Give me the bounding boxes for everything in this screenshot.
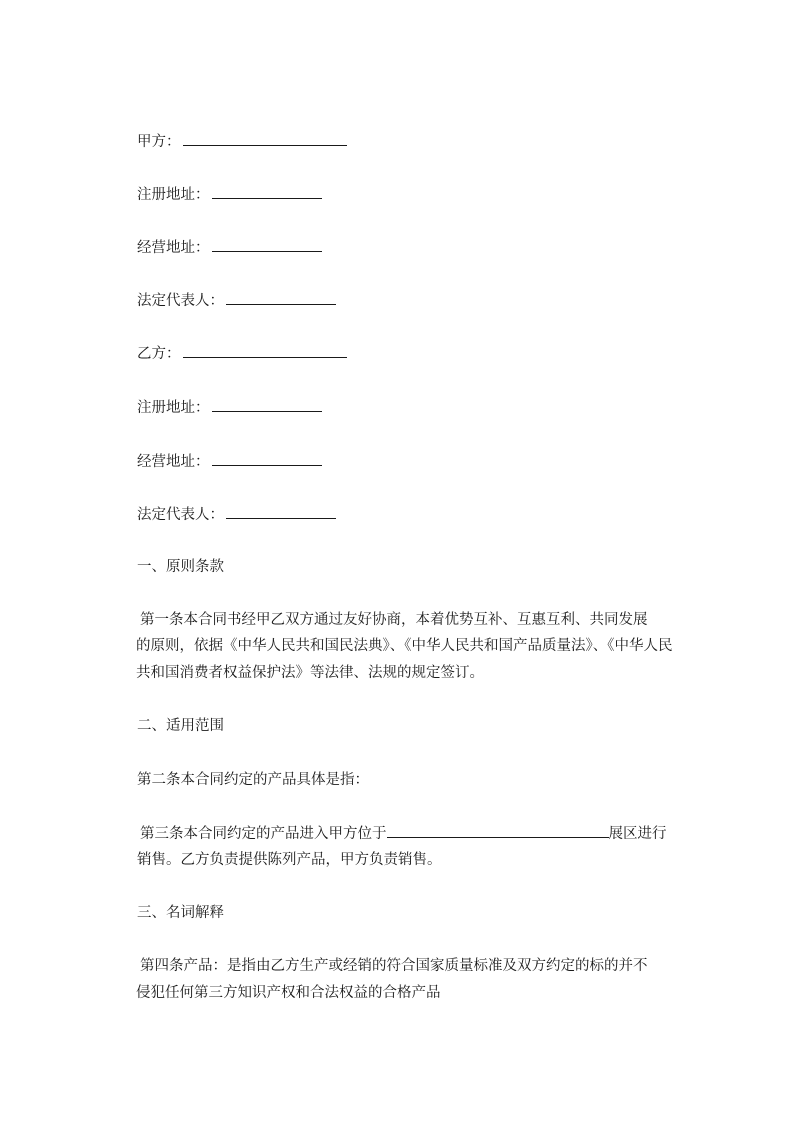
article-3-blank[interactable] <box>387 823 609 838</box>
article-4-line-2: 侵犯任何第三方知识产权和合法权益的合格产品 <box>136 985 441 1001</box>
article-3-line-2: 销售。乙方负责提供陈列产品，甲方负责销售。 <box>137 852 442 868</box>
article-4-line-1: 第四条产品：是指由乙方生产或经销的符合国家质量标准及双方约定的标的并不 <box>140 958 648 974</box>
party-b-legal-rep-label: 法定代表人： <box>137 507 224 523</box>
party-b-reg-addr-label: 注册地址： <box>137 400 210 416</box>
article-3-prefix: 第三条本合同约定的产品进入甲方位于 <box>140 826 387 842</box>
party-a-reg-addr-label: 注册地址： <box>137 187 210 203</box>
party-b-reg-addr-line <box>137 397 322 418</box>
party-a-legal-rep-label: 法定代表人： <box>137 293 224 309</box>
article-3-line-1 <box>140 823 667 844</box>
party-b-biz-addr-blank[interactable] <box>212 451 322 466</box>
party-b-reg-addr-blank[interactable] <box>212 397 322 412</box>
section-1-heading: 一、原则条款 <box>137 559 224 575</box>
party-a-legal-rep-line <box>137 290 336 311</box>
party-a-name-line <box>137 131 347 152</box>
party-b-legal-rep-blank[interactable] <box>226 504 336 519</box>
party-a-biz-addr-line <box>137 237 322 258</box>
party-a-reg-addr-blank[interactable] <box>212 184 322 199</box>
party-b-legal-rep-line <box>137 504 336 525</box>
party-a-reg-addr-line <box>137 184 322 205</box>
party-b-name-blank[interactable] <box>183 343 347 358</box>
party-b-biz-addr-line <box>137 451 322 472</box>
party-a-biz-addr-blank[interactable] <box>212 237 322 252</box>
article-1-line-2: 的原则，依据《中华人民共和国民法典》、《中华人民共和国产品质量法》、《中华人民 <box>136 638 673 654</box>
article-1-line-3: 共和国消费者权益保护法》等法律、法规的规定签订。 <box>136 665 484 681</box>
article-1-line-1: 第一条本合同书经甲乙双方通过友好协商，本着优势互补、互惠互利、共同发展 <box>140 612 648 628</box>
party-a-name-blank[interactable] <box>183 131 347 146</box>
party-b-name-label: 乙方： <box>137 346 181 362</box>
article-3-suffix: 展区进行 <box>608 826 667 842</box>
article-2: 第二条本合同约定的产品具体是指： <box>137 772 369 788</box>
party-a-name-label: 甲方： <box>137 134 181 150</box>
party-b-name-line <box>137 343 347 364</box>
party-a-biz-addr-label: 经营地址： <box>137 240 210 256</box>
section-3-heading: 三、名词解释 <box>137 905 224 921</box>
party-a-legal-rep-blank[interactable] <box>226 290 336 305</box>
section-2-heading: 二、适用范围 <box>137 718 224 734</box>
party-b-biz-addr-label: 经营地址： <box>137 454 210 470</box>
